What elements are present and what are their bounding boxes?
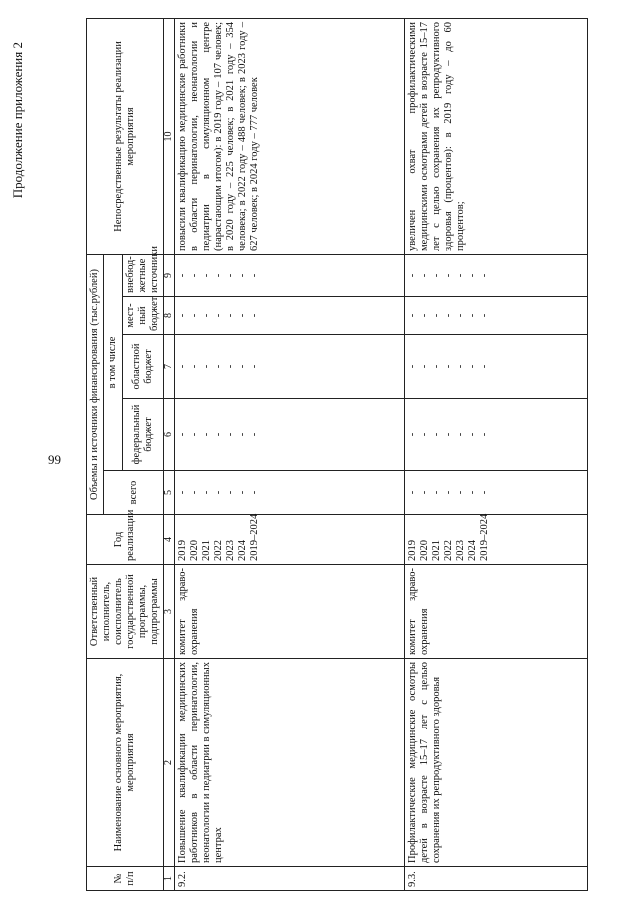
column-number: 2 bbox=[164, 659, 175, 867]
cell-line: - bbox=[479, 364, 490, 369]
cell-line: - bbox=[455, 432, 466, 437]
cell-line: - bbox=[225, 364, 236, 369]
header-local: мест-ный бюджет bbox=[123, 297, 164, 335]
header-including: в том числе bbox=[104, 254, 123, 470]
row-name: Профилактические медицинские осмотры детей в возрасте 15–17 лет с целью сохранения их репродуктивного здоровья bbox=[405, 659, 588, 867]
row-result: увеличен охват профилактическими медицинскими осмотрами детей в возрасте 15–17 лет с целью сохранения их репродуктивного здоровья (процентов): в 2019 году – до 60 процентов; bbox=[405, 18, 588, 254]
column-number: 7 bbox=[164, 335, 175, 399]
row-total bbox=[405, 471, 588, 515]
cell-line: - bbox=[479, 313, 490, 318]
cell-line: 2023 bbox=[455, 540, 466, 561]
cell-line: 2019–2024 bbox=[249, 513, 260, 561]
header-responsible: Ответственный исполнитель, соисполнитель государственной программы, подпрограммы bbox=[87, 565, 164, 659]
cell-line: 2022 bbox=[443, 540, 454, 561]
page-number: 99 bbox=[48, 452, 61, 467]
cell-line: - bbox=[213, 490, 224, 495]
header-name: Наименование основного мероприятия, мероприятия bbox=[87, 659, 164, 867]
row-extra bbox=[405, 254, 588, 296]
cell-line: - bbox=[455, 364, 466, 369]
cell-line: - bbox=[443, 313, 454, 318]
cell-line: - bbox=[455, 273, 466, 278]
cell-line: - bbox=[467, 313, 478, 318]
cell-line: - bbox=[455, 490, 466, 495]
column-number: 4 bbox=[164, 515, 175, 565]
cell-line: - bbox=[407, 313, 418, 318]
row-responsible: комитет здраво-охранения bbox=[175, 565, 405, 659]
cell-line: - bbox=[177, 490, 188, 495]
cell-line: - bbox=[189, 273, 200, 278]
cell-line: - bbox=[201, 490, 212, 495]
row-number: 9.2. bbox=[175, 867, 405, 891]
cell-line: - bbox=[189, 364, 200, 369]
row-federal bbox=[405, 399, 588, 471]
cell-line: - bbox=[419, 364, 430, 369]
cell-line: - bbox=[479, 490, 490, 495]
cell-line: - bbox=[249, 432, 260, 437]
cell-line: 2024 bbox=[237, 540, 248, 561]
cell-line: 2021 bbox=[431, 540, 442, 561]
row-extra bbox=[175, 254, 405, 296]
column-number: 9 bbox=[164, 254, 175, 296]
cell-line: 2019–2024 bbox=[479, 513, 490, 561]
cell-line: - bbox=[177, 364, 188, 369]
cell-line: - bbox=[443, 364, 454, 369]
cell-line: - bbox=[431, 432, 442, 437]
cell-line: - bbox=[419, 273, 430, 278]
cell-line: - bbox=[237, 364, 248, 369]
row-years bbox=[175, 515, 405, 565]
cell-line: - bbox=[455, 313, 466, 318]
header-results: Непосредственные результаты реализации мероприятия bbox=[87, 18, 164, 254]
cell-line: - bbox=[249, 490, 260, 495]
column-number: 10 bbox=[164, 18, 175, 254]
cell-line: - bbox=[249, 273, 260, 278]
row-number: 9.3. bbox=[405, 867, 588, 891]
cell-line: - bbox=[213, 273, 224, 278]
cell-line: 2019 bbox=[177, 540, 188, 561]
cell-line: - bbox=[237, 490, 248, 495]
column-number: 6 bbox=[164, 399, 175, 471]
header-total: всего bbox=[104, 471, 164, 515]
cell-line: - bbox=[177, 432, 188, 437]
cell-line: - bbox=[419, 432, 430, 437]
cell-line: 2021 bbox=[201, 540, 212, 561]
row-regional bbox=[405, 335, 588, 399]
header-year: Год реализации bbox=[87, 515, 164, 565]
appendix-note bbox=[10, 0, 26, 905]
header-extra: внебюд-жетные источники bbox=[123, 254, 164, 296]
row-federal bbox=[175, 399, 405, 471]
cell-line: - bbox=[249, 313, 260, 318]
cell-line: - bbox=[467, 364, 478, 369]
cell-line: 2019 bbox=[407, 540, 418, 561]
header-federal: федеральный бюджет bbox=[123, 399, 164, 471]
cell-line: - bbox=[213, 432, 224, 437]
cell-line: - bbox=[407, 490, 418, 495]
cell-line: - bbox=[431, 490, 442, 495]
column-number: 8 bbox=[164, 297, 175, 335]
cell-line: 2022 bbox=[213, 540, 224, 561]
cell-line: - bbox=[237, 273, 248, 278]
cell-line: - bbox=[177, 313, 188, 318]
cell-line: - bbox=[189, 432, 200, 437]
cell-line: - bbox=[467, 273, 478, 278]
cell-line: - bbox=[213, 313, 224, 318]
cell-line: - bbox=[201, 273, 212, 278]
column-number: 5 bbox=[164, 471, 175, 515]
row-total bbox=[175, 471, 405, 515]
row-local bbox=[175, 297, 405, 335]
table-row bbox=[175, 18, 405, 890]
cell-line: - bbox=[479, 273, 490, 278]
header-num: № п/п bbox=[87, 867, 164, 891]
row-local bbox=[405, 297, 588, 335]
header-regional: областной бюджет bbox=[123, 335, 164, 399]
row-result: повысили квалификацию медицинские работники в области перинатологии, неонатологии и педиатрии в симуляционном центре (нарастающим итогом): в 2019 году – 107 человек; в 2020 году – 225 человек; в 2021 году – 354 человека; в 2022 году – 488 человек; в 2023 году – 627 человек; в 2024 году – 777 человек bbox=[175, 18, 405, 254]
table-row bbox=[405, 18, 588, 890]
cell-line: - bbox=[407, 273, 418, 278]
cell-line: - bbox=[249, 364, 260, 369]
column-number: 1 bbox=[164, 867, 175, 891]
cell-line: - bbox=[431, 273, 442, 278]
row-responsible: комитет здраво-охранения bbox=[405, 565, 588, 659]
cell-line: - bbox=[431, 364, 442, 369]
cell-line: - bbox=[419, 490, 430, 495]
cell-line: 2020 bbox=[189, 540, 200, 561]
cell-line: - bbox=[225, 313, 236, 318]
cell-line: 2023 bbox=[225, 540, 236, 561]
cell-line: - bbox=[225, 490, 236, 495]
cell-line: - bbox=[213, 364, 224, 369]
cell-line: - bbox=[201, 432, 212, 437]
cell-line: - bbox=[237, 313, 248, 318]
cell-line: - bbox=[419, 313, 430, 318]
column-number: 3 bbox=[164, 565, 175, 659]
appendix-note-text: Продолжение приложения 2 bbox=[10, 42, 25, 199]
cell-line: - bbox=[479, 432, 490, 437]
header-funding: Объемы и источники финансирования (тыс.рублей) bbox=[87, 254, 104, 514]
cell-line: - bbox=[407, 432, 418, 437]
cell-line: - bbox=[225, 273, 236, 278]
program-table bbox=[86, 18, 588, 891]
cell-line: - bbox=[201, 364, 212, 369]
cell-line: - bbox=[443, 432, 454, 437]
cell-line: - bbox=[237, 432, 248, 437]
cell-line: - bbox=[467, 432, 478, 437]
cell-line: 2020 bbox=[419, 540, 430, 561]
cell-line: - bbox=[467, 490, 478, 495]
cell-line: - bbox=[407, 364, 418, 369]
cell-line: - bbox=[443, 490, 454, 495]
cell-line: - bbox=[431, 313, 442, 318]
header-row-1 bbox=[87, 18, 104, 890]
cell-line: - bbox=[189, 490, 200, 495]
cell-line: - bbox=[225, 432, 236, 437]
column-number-row bbox=[164, 18, 175, 890]
row-name: Повышение квалификации медицинских работников в области перинатологии, неонатологии и педиатрии в симуляционных центрах bbox=[175, 659, 405, 867]
cell-line: - bbox=[177, 273, 188, 278]
row-years bbox=[405, 515, 588, 565]
cell-line: - bbox=[201, 313, 212, 318]
cell-line: - bbox=[443, 273, 454, 278]
row-regional bbox=[175, 335, 405, 399]
cell-line: - bbox=[189, 313, 200, 318]
cell-line: 2024 bbox=[467, 540, 478, 561]
